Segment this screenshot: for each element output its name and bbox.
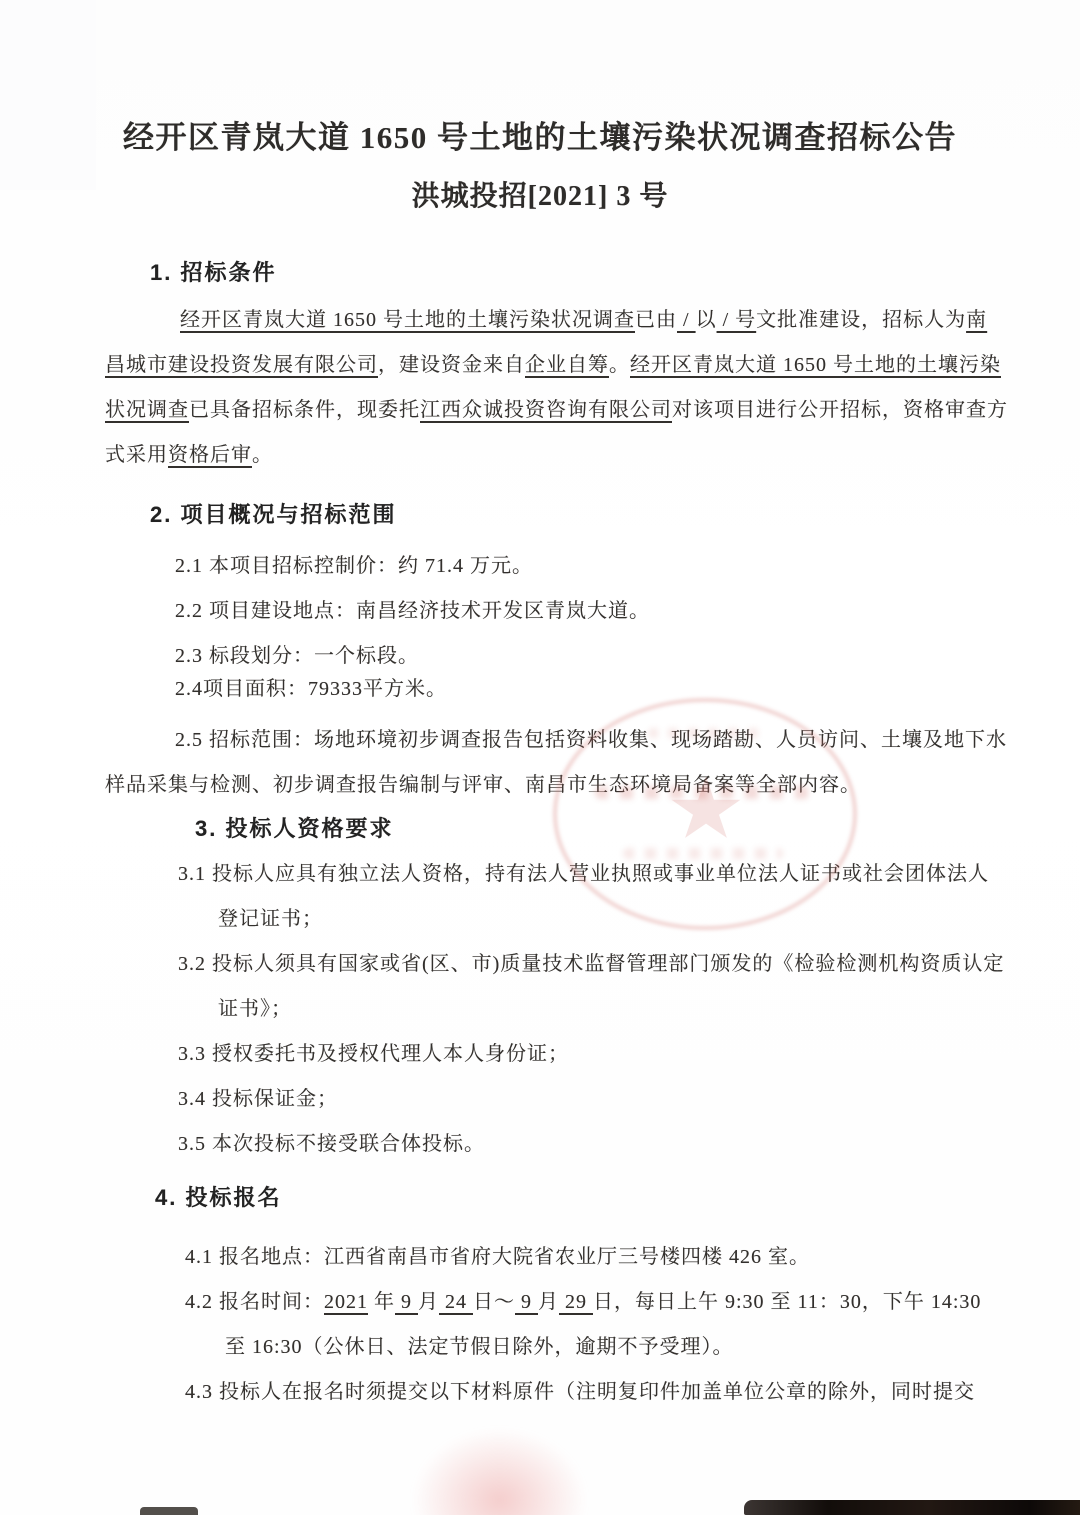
clause-2-4: 2.4项目面积：79333平方米。 bbox=[175, 678, 447, 700]
clause-4-3: 4.3 投标人在报名时须提交以下材料原件（注明复印件加盖单位公章的除外，同时提交 bbox=[185, 1381, 975, 1403]
clause-3-3: 3.3 授权委托书及授权代理人本人身份证； bbox=[178, 1043, 569, 1065]
clause-2-1: 2.1 本项目招标控制价：约 71.4 万元。 bbox=[175, 555, 533, 577]
section-1-heading: 1. 招标条件 bbox=[150, 260, 277, 285]
doc-number: 洪城投招[2021] 3 号 bbox=[411, 181, 669, 212]
doc-title: 经开区青岚大道 1650 号土地的土壤污染状况调查招标公告 bbox=[123, 120, 957, 155]
section-3-heading: 3. 投标人资格要求 bbox=[195, 816, 394, 841]
section-2-heading: 2. 项目概况与招标范围 bbox=[150, 502, 397, 527]
clause-3-4: 3.4 投标保证金； bbox=[178, 1088, 338, 1110]
pink-ink-smudge bbox=[412, 1428, 587, 1515]
clause-4-2: 4.2 报名时间：2021 年 9 月 24 日～ 9 月 29 日，每日上午 9:30 至 11：30，下午 14:30 至 16:30（公休日、法定节假日除外，逾期不予受理）。 bbox=[185, 1291, 982, 1358]
doc-body bbox=[105, 258, 1008, 1415]
scan-edge-shadow-left bbox=[140, 1507, 198, 1515]
section-1-paragraph: 经开区青岚大道 1650 号土地的土壤污染状况调查已由 / 以 / 号文批准建设，招标人为南昌城市建设投资发展有限公司，建设资金来自企业自筹。经开区青岚大道 1650 号土地的土壤污染状况调查已具备招标条件，现委托江西众诚投资咨询有限公司对该项目进行公开招标，资格审查方式采用资格后审。 bbox=[105, 309, 1008, 466]
clause-2-5: 2.5 招标范围：场地环境初步调查报告包括资料收集、现场踏勘、人员访问、土壤及地下水样品采集与检测、初步调查报告编制与评审、南昌市生态环境局备案等全部内容。 bbox=[105, 729, 1007, 796]
section-4-heading: 4. 投标报名 bbox=[155, 1185, 282, 1210]
scan-edge-shadow-right bbox=[744, 1500, 1080, 1515]
clause-4-1: 4.1 报名地点：江西省南昌市省府大院省农业厅三号楼四楼 426 室。 bbox=[185, 1246, 810, 1268]
clause-2-2: 2.2 项目建设地点：南昌经济技术开发区青岚大道。 bbox=[175, 600, 650, 622]
clause-3-5: 3.5 本次投标不接受联合体投标。 bbox=[178, 1133, 485, 1155]
clause-3-1: 3.1 投标人应具有独立法人资格，持有法人营业执照或事业单位法人证书或社会团体法人登记证书； bbox=[178, 863, 989, 930]
clause-3-2: 3.2 投标人须具有国家或省(区、市)质量技术监督管理部门颁发的《检验检测机构资质认定证书》； bbox=[178, 953, 1005, 1020]
scan-corner-patch bbox=[0, 0, 96, 190]
clause-2-3: 2.3 标段划分：一个标段。 bbox=[175, 645, 419, 667]
